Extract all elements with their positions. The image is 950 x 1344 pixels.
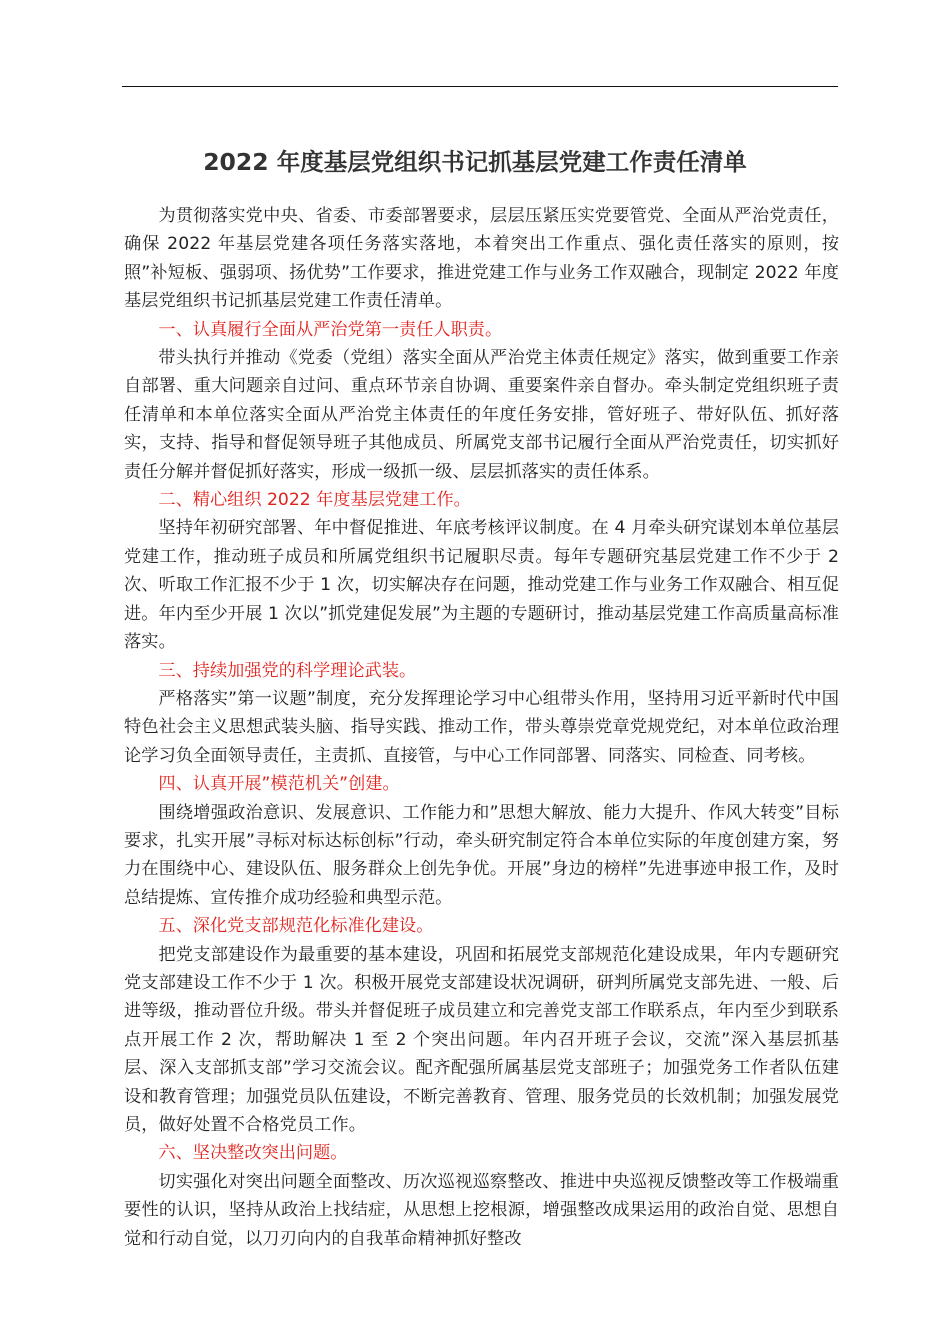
intro-paragraph: 为贯彻落实党中央、省委、市委部署要求，层层压紧压实党要管党、全面从严治党责任，确保 2022 年基层党建各项任务落实落地，本着突出工作重点、强化责任落实的原则，按照”补短板、强弱项、扬优势”工作要求，推进党建工作与业务工作双融合，现制定 2022 年度基层党组织书记抓基层党建工作责任清单。 — [124, 206, 839, 312]
section-heading-1: 一、认真履行全面从严治党第一责任人职责。 — [158, 319, 503, 340]
section-text-4: 围绕增强政治意识、发展意识、工作能力和”思想大解放、能力大提升、作风大转变”目标要求，扎实开展”寻标对标达标创标”行动，牵头研究制定符合本单位实际的年度创建方案，努力在围绕中心、建设队伍、服务群众上创先争优。开展”身边的榜样”先进事迹申报工作，及时总结提炼、宣传推介成功经验和典型示范。 — [124, 802, 839, 908]
section-text-2: 坚持年初研究部署、年中督促推进、年底考核评议制度。在 4 月牵头研究谋划本单位基层党建工作，推动班子成员和所属党组织书记履职尽责。每年专题研究基层党建工作不少于 2 次、听取工作汇报不少于 1 次，切实解决存在问题，推动党建工作与业务工作双融合、相互促进。年内至少开展 1 次以”抓党建促发展”为主题的专题研讨，推动基层党建工作高质量高标准落实。 — [124, 518, 839, 653]
section-heading-2: 二、精心组织 2022 年度基层党建工作。 — [158, 490, 471, 511]
section-text-3: 严格落实”第一议题”制度，充分发挥理论学习中心组带头作用，坚持用习近平新时代中国特色社会主义思想武装头脑、指导实践、推动工作，带头尊崇党章党规党纪，对本单位政治理论学习负全面领导责任，主责抓、直接管，与中心工作同部署、同落实、同检查、同考核。 — [124, 688, 839, 766]
section-heading-5: 五、深化党支部规范化标准化建设。 — [158, 916, 434, 937]
section-text-5: 把党支部建设作为最重要的基本建设，巩固和拓展党支部规范化建设成果，年内专题研究党支部建设工作不少于 1 次。积极开展党支部建设状况调研，研判所属党支部先进、一般、后进等级，推动晋位升级。带头并督促班子成员建立和完善党支部工作联系点，年内至少到联系点开展工作 2 次，帮助解决 1 至 2 个突出问题。年内召开班子会议，交流”深入基层抓基层、深入支部抓支部”学习交流会议。配齐配强所属基层党支部班子；加强党务工作者队伍建设和教育管理；加强党员队伍建设，不断完善教育、管理、服务党员的长效机制；加强发展党员，做好处置不合格党员工作。 — [124, 944, 839, 1135]
section-heading-6: 六、坚决整改突出问题。 — [158, 1143, 348, 1164]
section-heading-4: 四、认真开展”模范机关”创建。 — [158, 774, 400, 795]
section-text-6: 切实强化对突出问题全面整改、历次巡视巡察整改、推进中央巡视反馈整改等工作极端重要性的认识，坚持从政治上找结症，从思想上挖根源，增强整改成果运用的政治自觉、思想自觉和行动自觉，以刀刃向内的自我革命精神抓好整改 — [124, 1171, 839, 1249]
document-title: 2022 年度基层党组织书记抓基层党建工作责任清单 — [203, 148, 747, 176]
section-heading-3: 三、持续加强党的科学理论武装。 — [158, 660, 417, 681]
section-text-1: 带头执行并推动《党委（党组）落实全面从严治党主体责任规定》落实，做到重要工作亲自部署、重大问题亲自过问、重点环节亲自协调、重要案件亲自督办。牵头制定党组织班子责任清单和本单位落实全面从严治党主体责任的年度任务安排，管好班子、带好队伍、抓好落实，支持、指导和督促领导班子其他成员、所属党支部书记履行全面从严治党责任，切实抓好责任分解并督促抓好落实，形成一级抓一级、层层抓落实的责任体系。 — [124, 348, 839, 482]
header-rule — [122, 86, 838, 87]
document-body — [124, 202, 839, 1253]
